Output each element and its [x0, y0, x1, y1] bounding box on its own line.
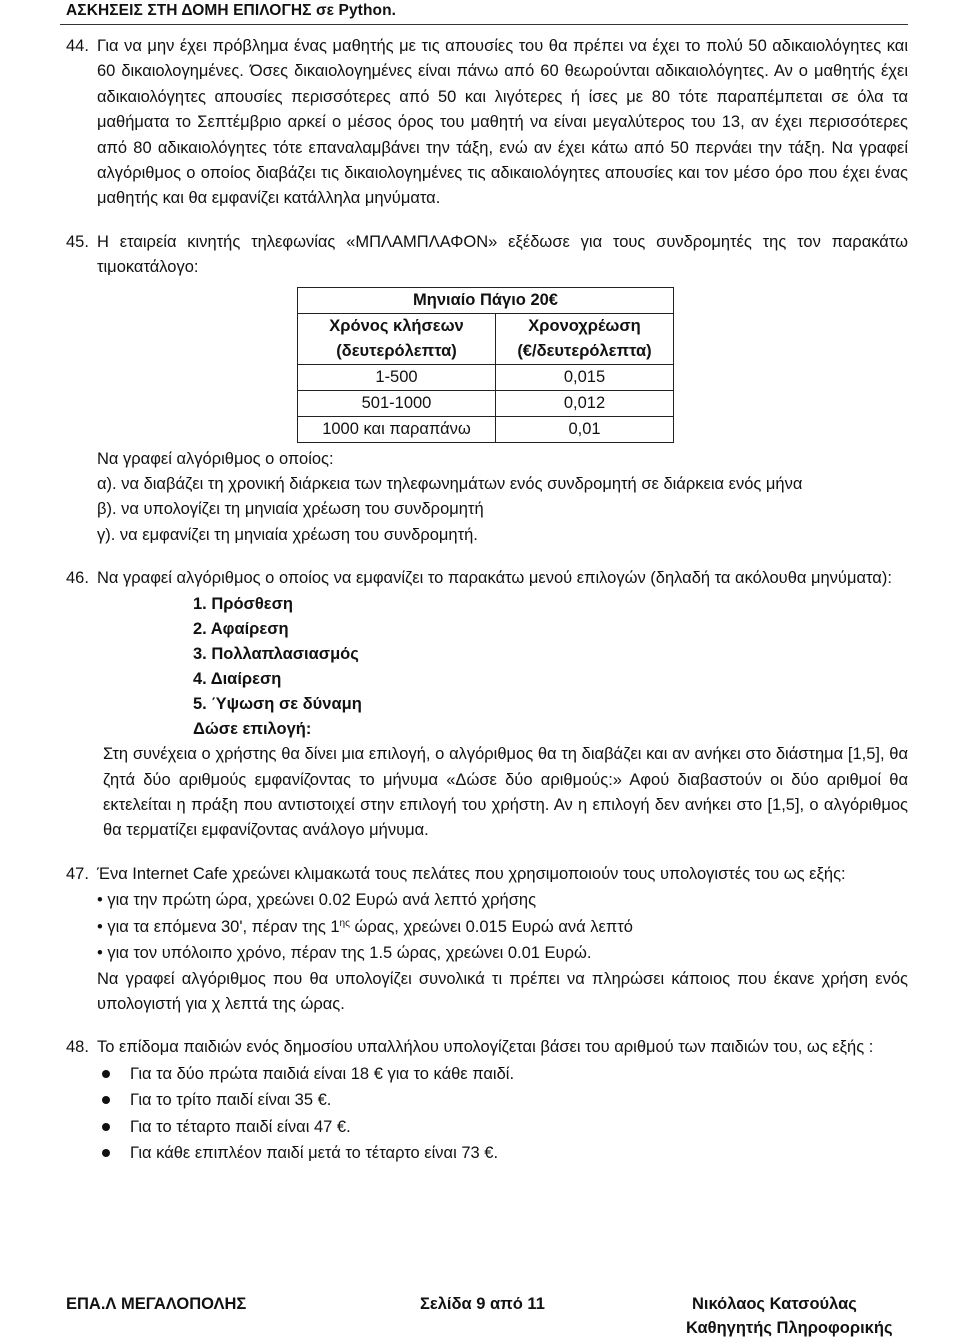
- fee-table-wrapper: [297, 287, 908, 443]
- table-row: [298, 416, 674, 442]
- sub-lead: Να γραφεί αλγόριθμος ο οποίος:: [97, 449, 334, 468]
- table-cell: 0,015: [496, 364, 674, 390]
- pricing-line: • για τον υπόλοιπο χρόνο, πέραν της 1.5 ώρας, χρεώνει 0.01 Ευρώ.: [97, 944, 592, 963]
- sub-item: α). να διαβάζει τη χρονική διάρκεια των τηλεφωνημάτων ενός συνδρομητή σε διάρκεια ενός μήνα: [97, 475, 803, 494]
- page-content: [66, 34, 908, 1185]
- header-line: (€/δευτερόλεπτα): [517, 341, 652, 360]
- menu-item: 4. Διαίρεση: [193, 669, 282, 688]
- header-line: Χρόνος κλήσεων: [329, 316, 464, 335]
- table-row: [298, 390, 674, 416]
- menu-item: 1. Πρόσθεση: [193, 594, 293, 613]
- exercise-intro: Ένα Internet Cafe χρεώνει κλιμακωτά τους πελάτες που χρησιμοποιούν τους υπολογιστές του ως εξής:: [97, 864, 846, 883]
- exercise-intro: Η εταιρεία κινητής τηλεφωνίας «ΜΠΛΑΜΠΛΑΦΟΝ» εξέδωσε για τους συνδρομητές της τον παρακάτω τιμοκατάλογο:: [97, 232, 908, 277]
- header-rule: [60, 24, 908, 25]
- exercise-text: Για να μην έχει πρόβλημα ένας μαθητής με τις απουσίες του θα πρέπει να έχει το πολύ 50 αδικαιολόγητες και 60 δικαιολογημένες. Όσες δικαιολογημένες είναι πάνω από 60 θεωρούνται αδικαιολόγητες. Αν ο μαθητής έχει αδικαιολόγητες απουσίες περισσότερες από 50 και λιγότερες ή ίσες με 80 τότε παραπέμπεται σε όλα τα μαθήματα το Σεπτέμβριο αρκεί ο μέσος όρος του μαθητή να είναι μεγαλύτερος του 13, αν έχει περισσότερες από 80 αδικαιολόγητες τότε επαναλαμβάνει την τάξη, ενώ αν έχει κάτω από 50 περνάει την τάξη. Να γραφεί αλγόριθμος ο οποίος διαβάζει τις δικαιολογημένες τις αδικαιολόγητες απουσίες και τον μέσο όρο που έχει ένας μαθητής και θα εμφανίζει κατάλληλα μηνύματα.: [97, 37, 908, 208]
- menu-item: 2. Αφαίρεση: [193, 619, 289, 638]
- fee-table-header-rate: [496, 313, 674, 364]
- exercise-45: [66, 230, 908, 548]
- table-cell: 1-500: [298, 364, 496, 390]
- menu-prompt: Δώσε επιλογή:: [193, 719, 312, 738]
- table-row: [298, 364, 674, 390]
- exercise-number: 44.: [66, 37, 89, 55]
- footer-school: ΕΠΑ.Λ ΜΕΓΑΛΟΠΟΛΗΣ: [66, 1295, 247, 1313]
- exercise-48: [66, 1035, 908, 1166]
- menu-list: [193, 592, 908, 717]
- menu-item: 3. Πολλαπλασιασμός: [193, 644, 359, 663]
- exercise-intro: Να γραφεί αλγόριθμος ο οποίος να εμφανίζει το παρακάτω μενού επιλογών (δηλαδή τα ακόλουθα μηνύματα):: [97, 569, 892, 588]
- exercise-44: [66, 34, 908, 212]
- list-item: Για τα δύο πρώτα παιδιά είναι 18 € για το κάθε παιδί.: [97, 1061, 908, 1088]
- table-cell: 0,01: [496, 416, 674, 442]
- footer-page-number: Σελίδα 9 από 11: [420, 1295, 545, 1313]
- exercise-body: [97, 230, 908, 548]
- pricing-line: • για την πρώτη ώρα, χρεώνει 0.02 Ευρώ ανά λεπτό χρήσης: [97, 891, 537, 910]
- exercise-47: [66, 862, 908, 1018]
- table-cell: 0,012: [496, 390, 674, 416]
- pricing-text: ώρας, χρεώνει 0.015 Ευρώ ανά λεπτό: [349, 917, 633, 936]
- list-item: Για το τέταρτο παιδί είναι 47 €.: [97, 1114, 908, 1141]
- exercise-body: [97, 566, 908, 843]
- table-cell: 501-1000: [298, 390, 496, 416]
- sub-item: γ). να εμφανίζει τη μηνιαία χρέωση του συνδρομητή.: [97, 525, 478, 544]
- footer-author: Νικόλαος Κατσούλας: [692, 1295, 857, 1313]
- pricing-text: • για τα επόμενα 30', πέραν της 1: [97, 917, 340, 936]
- table-cell: 1000 και παραπάνω: [298, 416, 496, 442]
- document-header: ΑΣΚΗΣΕΙΣ ΣΤΗ ΔΟΜΗ ΕΠΙΛΟΓΗΣ σε Python.: [66, 2, 397, 19]
- header-line: Χρονοχρέωση: [528, 316, 641, 335]
- ordinal-suffix: ης: [339, 917, 350, 929]
- pricing-line: [97, 914, 908, 941]
- fee-table-header-duration: [298, 313, 496, 364]
- exercise-body: [97, 862, 908, 1018]
- exercise-number: 47.: [66, 864, 89, 883]
- exercise-intro: Το επίδομα παιδιών ενός δημοσίου υπαλλήλου υπολογίζεται βάσει του αριθμού των παιδιών του, ως εξής :: [97, 1038, 874, 1057]
- header-line: (δευτερόλεπτα): [336, 341, 457, 360]
- exercise-body: [97, 1035, 908, 1166]
- sub-item: β). να υπολογίζει τη μηνιαία χρέωση του συνδρομητή: [97, 500, 484, 519]
- exercise-number: 48.: [66, 1038, 89, 1057]
- exercise-46: [66, 566, 908, 843]
- exercise-text: Στη συνέχεια ο χρήστης θα δίνει μια επιλογή, ο αλγόριθμος θα τη διαβάζει και αν ανήκει στο διάστημα [1,5], θα ζητά δύο αριθμούς εμφανίζοντας το μήνυμα «Δώσε δύο αριθμούς:» Αφού διαβαστούν οι δύο αριθμοί θα εκτελείται η πράξη που αντιστοιχεί στην επιλογή του χρήστη. Αν η επιλογή δεν ανήκει στο [1,5], ο αλγόριθμος θα τερματίζει εμφανίζοντας ανάλογο μήνυμα.: [103, 745, 908, 840]
- list-item: Για το τρίτο παιδί είναι 35 €.: [97, 1087, 908, 1114]
- exercise-number: 45.: [66, 232, 89, 251]
- menu-item: 5. Ύψωση σε δύναμη: [193, 694, 362, 713]
- fee-table-title: Μηνιαίο Πάγιο 20€: [298, 287, 674, 313]
- footer-role: Καθηγητής Πληροφορικής: [686, 1319, 893, 1337]
- fee-table: [297, 287, 674, 443]
- list-item: Για κάθε επιπλέον παιδί μετά το τέταρτο είναι 73 €.: [97, 1140, 908, 1167]
- exercise-text: Να γραφεί αλγόριθμος που θα υπολογίζει συνολικά τι πρέπει να πληρώσει κάποιος που έκανε χρήση ενός υπολογιστή για χ λεπτά της ώρας.: [97, 969, 908, 1014]
- exercise-number: 46.: [66, 569, 89, 588]
- allowance-list: [97, 1061, 908, 1167]
